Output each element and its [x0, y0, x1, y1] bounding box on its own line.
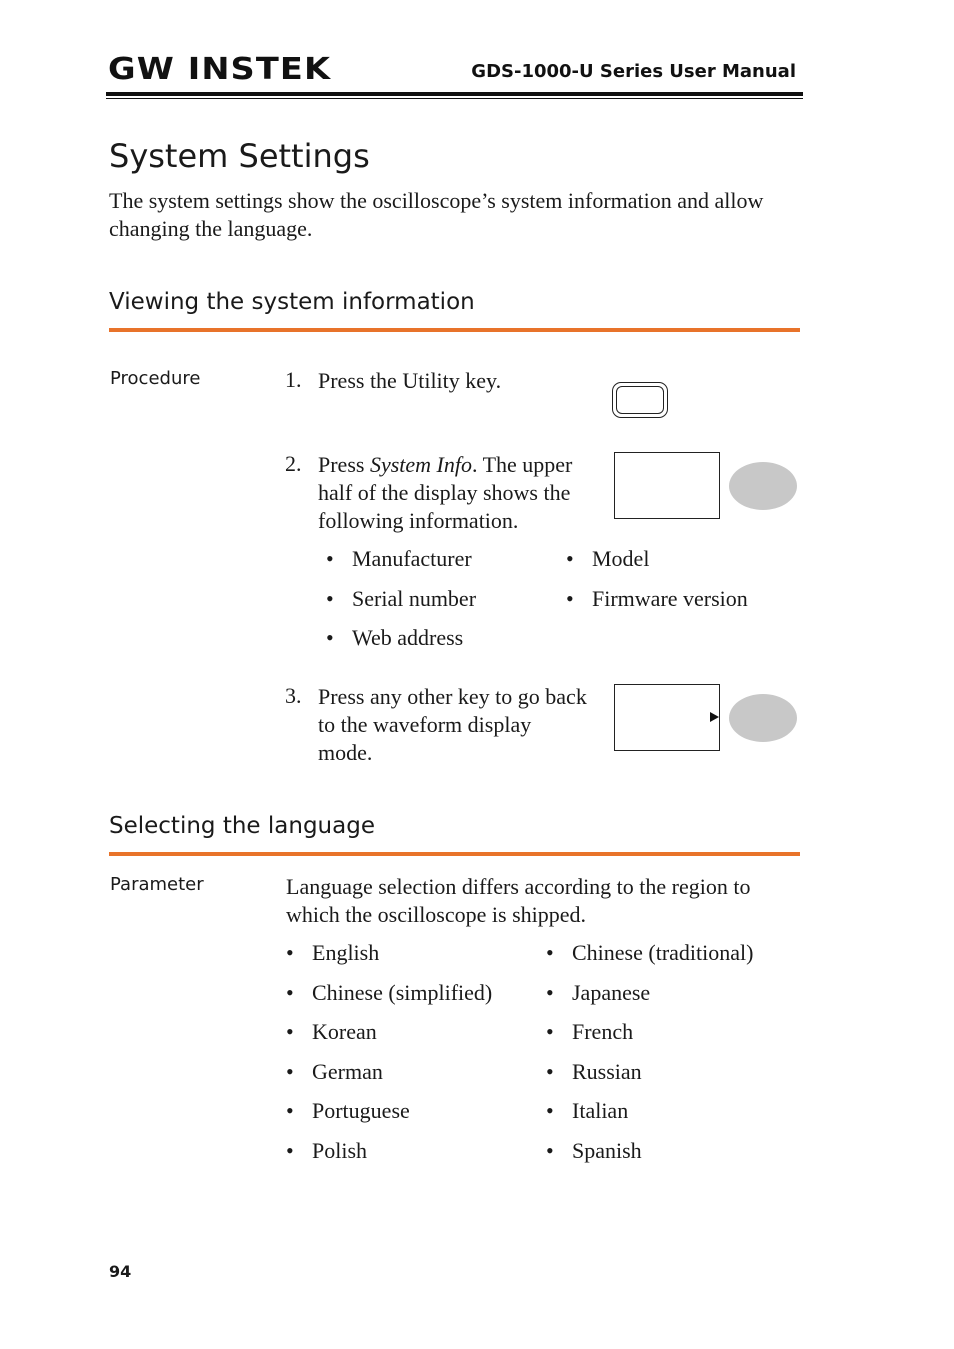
language-description: Language selection differs according to the region to which the oscilloscope is shipped. — [286, 874, 751, 927]
menu-item-name: System Info — [369, 452, 472, 477]
list-item: • Web address — [326, 625, 464, 650]
list-item: • Italian — [546, 1098, 629, 1123]
list-item: • Russian — [546, 1059, 642, 1084]
list-item: • Korean — [286, 1019, 377, 1044]
menu-softkey-box — [614, 452, 720, 519]
menu-softkey-box — [614, 684, 720, 751]
utility-key-icon — [612, 382, 668, 418]
list-item: • Chinese (traditional) — [546, 940, 754, 965]
step-text: Press the Utility key. — [318, 368, 502, 393]
arrow-right-icon — [710, 712, 719, 722]
softkey-button-icon — [729, 694, 797, 742]
list-item: • Firmware version — [566, 586, 748, 611]
list-item: • Spanish — [546, 1138, 642, 1163]
list-item: • Manufacturer — [326, 546, 472, 571]
list-item: • Model — [566, 546, 650, 571]
list-item: • French — [546, 1019, 634, 1044]
intro-paragraph: The system settings show the oscilloscope’s system information and allow changing the language. — [109, 188, 764, 241]
section-rule — [109, 328, 800, 332]
parameter-label: Parameter — [110, 874, 204, 895]
page-title: System Settings — [109, 137, 370, 175]
section-rule — [109, 852, 800, 856]
page-number: 94 — [109, 1262, 132, 1281]
list-item: • Serial number — [326, 586, 477, 611]
step-number: 1. — [285, 367, 302, 392]
header-rule-thin — [106, 98, 803, 99]
list-item: • German — [286, 1059, 383, 1084]
header-rule — [106, 92, 803, 96]
list-item: • Japanese — [546, 980, 651, 1005]
brand-logo: GW INSTEK — [108, 52, 332, 87]
step-number: 3. — [285, 683, 302, 708]
list-item: • English — [286, 940, 380, 965]
step-text: Press any other key to go back to the waveform display mode. — [318, 684, 587, 765]
softkey-button-icon — [729, 462, 797, 510]
section-title-system-info: Viewing the system information — [109, 289, 475, 315]
step-text: Press System Info. The upper half of the display shows the following information. — [318, 452, 573, 533]
procedure-label: Procedure — [110, 368, 201, 389]
section-title-language: Selecting the language — [109, 813, 375, 839]
step-number: 2. — [285, 451, 302, 476]
list-item: • Polish — [286, 1138, 368, 1163]
list-item: • Chinese (simplified) — [286, 980, 493, 1005]
list-item: • Portuguese — [286, 1098, 410, 1123]
manual-title: GDS-1000-U Series User Manual — [471, 61, 796, 82]
